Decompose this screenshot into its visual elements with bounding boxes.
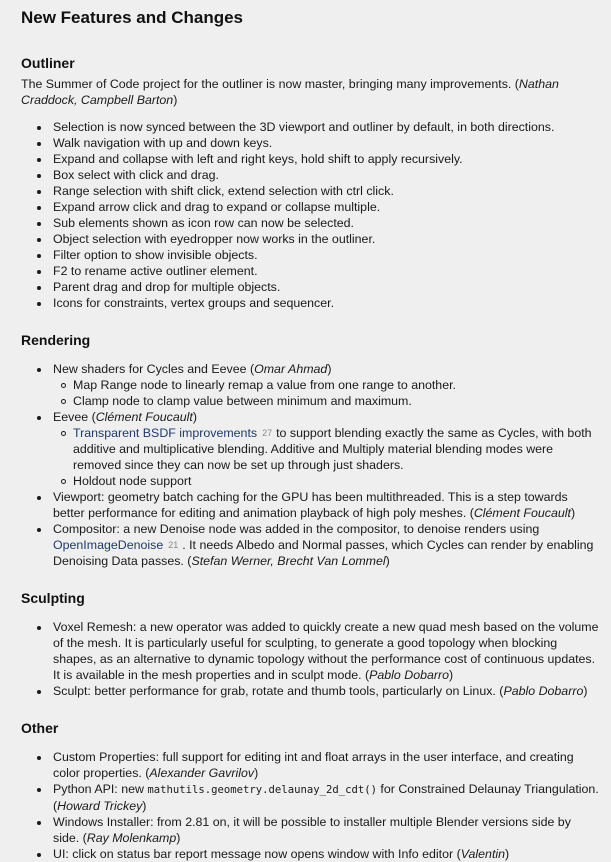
list-item (53, 814, 599, 846)
item-close: ) (583, 684, 588, 698)
sub-list-item: Holdout node support (73, 473, 599, 489)
item-author: Alexander Gavrilov (149, 766, 255, 780)
section-heading-outliner: Outliner (21, 55, 75, 71)
openimagedenoise-link[interactable]: OpenImageDenoise (53, 538, 164, 552)
list-item: Filter option to show invisible objects. (53, 247, 599, 263)
list-item (53, 781, 599, 814)
list-item-new-shaders (53, 361, 599, 409)
list-item: Box select with click and drag. (53, 167, 599, 183)
item-author: Omar Ahmad (254, 362, 328, 376)
transparent-bsdf-link[interactable]: Transparent BSDF improvements (73, 426, 258, 440)
list-item: Walk navigation with up and down keys. (53, 135, 599, 151)
intro-authors: Nathan Craddock, Campbell Barton (21, 77, 559, 107)
section-heading-rendering: Rendering (21, 332, 91, 348)
item-text: Windows Installer: from 2.81 on, it will be possible to installer multiple Blender versions side by side. ( (53, 815, 571, 845)
list-item: Selection is now synced between the 3D viewport and outliner by default, in both directions. (53, 119, 599, 135)
item-close: ) (176, 831, 181, 845)
outliner-intro (21, 76, 599, 108)
section-outliner (21, 53, 599, 311)
rendering-list (21, 361, 599, 569)
eevee-sublist (53, 425, 599, 489)
shaders-sublist (53, 377, 599, 409)
reference-count: 21 (168, 540, 179, 550)
list-item: Range selection with shift click, extend selection with ctrl click. (53, 183, 599, 199)
outliner-list (21, 119, 599, 311)
item-author: Pablo Dobarro (503, 684, 584, 698)
item-author: Clément Foucault (473, 506, 571, 520)
intro-text: The Summer of Code project for the outliner is now master, bringing many improvements. ( (21, 77, 519, 91)
intro-close: ) (173, 93, 178, 107)
item-text: New shaders for Cycles and Eevee ( (53, 362, 255, 376)
item-close: ) (449, 668, 454, 682)
item-close: ) (254, 766, 259, 780)
sub-list-item (73, 425, 599, 473)
list-item-eevee (53, 409, 599, 489)
item-text: Viewport: geometry batch caching for the GPU has been multithreaded. This is a step towards better performance for editing and animation playback of high poly meshes. ( (53, 490, 568, 520)
item-author: Ray Molenkamp (86, 831, 177, 845)
item-text: UI: click on status bar report message now opens window with Info editor ( (53, 847, 461, 861)
item-close: ) (505, 847, 510, 861)
item-author: Valentin (460, 847, 506, 861)
list-item (53, 619, 599, 683)
item-author: Clément Foucault (95, 410, 193, 424)
list-item-viewport (53, 489, 599, 521)
page-title: New Features and Changes (21, 8, 244, 27)
list-item: Parent drag and drop for multiple objects. (53, 279, 599, 295)
list-item: Sub elements shown as icon row can now be selected. (53, 215, 599, 231)
item-author: Stefan Werner, Brecht Van Lommel (191, 554, 386, 568)
item-close: ) (142, 799, 147, 813)
list-item-compositor (53, 521, 599, 569)
item-text: for Constrained Delaunay Triangulation. ( (53, 782, 599, 813)
item-text: . It needs Albedo and Normal passes, which Cycles can render by enabling Denoising Data passes. ( (53, 538, 594, 568)
sub-list-item: Map Range node to linearly remap a value from one range to another. (73, 377, 599, 393)
list-item: Icons for constraints, vertex groups and sequencer. (53, 295, 599, 311)
item-close: ) (385, 554, 390, 568)
section-other (21, 718, 599, 862)
item-close: ) (327, 362, 332, 376)
item-text: Compositor: a new Denoise node was added in the compositor, to denoise renders using (53, 522, 540, 536)
item-close: ) (192, 410, 197, 424)
list-item (53, 683, 599, 699)
item-text: Eevee ( (53, 410, 96, 424)
list-item (53, 846, 599, 862)
list-item: Expand arrow click and drag to expand or collapse multiple. (53, 199, 599, 215)
item-text: Custom Properties: full support for editing int and float arrays in the user interface, and creating color properties. ( (53, 750, 574, 780)
section-heading-other: Other (21, 720, 59, 736)
sculpting-list (21, 619, 599, 699)
item-text: to support blending exactly the same as Cycles, with both additive and multiplicative blending. Additive and Multiply material blending modes were removed since they can now be set up through just shaders. (73, 426, 592, 472)
item-close: ) (570, 506, 576, 520)
reference-count: 27 (262, 428, 273, 438)
section-sculpting (21, 588, 599, 699)
sub-list-item: Clamp node to clamp value between minimum and maximum. (73, 393, 599, 409)
section-heading-sculpting: Sculpting (21, 590, 85, 606)
item-text: Voxel Remesh: a new operator was added to quickly create a new quad mesh based on the volume of the mesh. It is particularly useful for sculpting, to generate a good topology when blocking shapes, as an alternative to dynamic topology without the performance cost of continuous updates. It is available in the mesh properties and in sculpt mode. ( (53, 620, 599, 682)
item-text: Python API: new (53, 782, 148, 796)
list-item: F2 to rename active outliner element. (53, 263, 599, 279)
item-author: Pablo Dobarro (369, 668, 450, 682)
other-list (21, 749, 599, 862)
list-item: Object selection with eyedropper now works in the outliner. (53, 231, 599, 247)
item-text: Sculpt: better performance for grab, rotate and thumb tools, particularly on Linux. ( (53, 684, 504, 698)
section-rendering (21, 330, 599, 569)
code-snippet: mathutils.geometry.delaunay_2d_cdt() (147, 784, 377, 796)
list-item (53, 749, 599, 781)
list-item: Expand and collapse with left and right keys, hold shift to apply recursively. (53, 151, 599, 167)
item-author: Howard Trickey (57, 799, 143, 813)
